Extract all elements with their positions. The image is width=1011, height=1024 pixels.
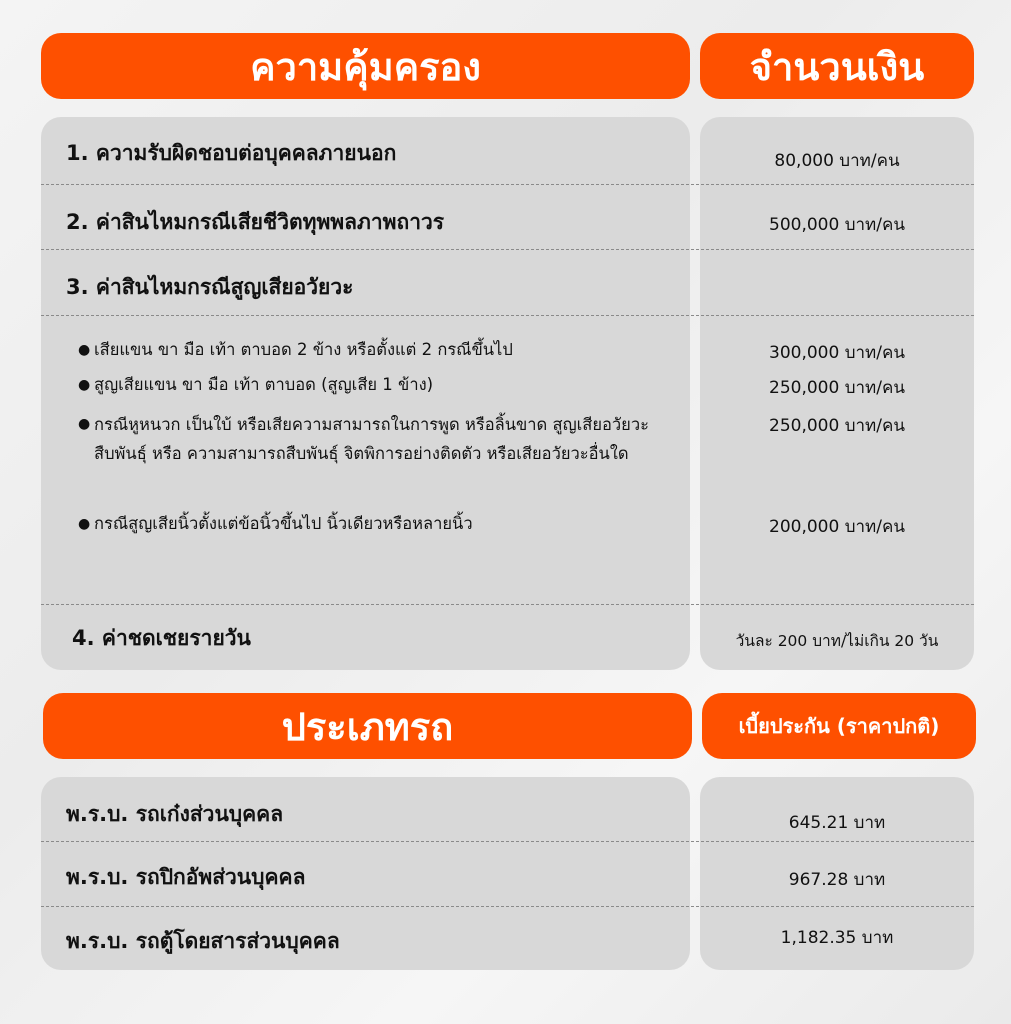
bullet-icon: ● [78,516,91,532]
price-header-text: เบี้ยประกัน (ราคาปกติ) [738,714,940,738]
bullet-icon: ● [78,342,91,358]
vehicle-item-3-price: 1,182.35 บาท [780,928,894,948]
sub-item-3-amount: 250,000 บาท/คน [769,416,905,436]
coverage-header [41,33,690,99]
sub-item-2-text: สูญเสียแขน ขา มือ เท้า ตาบอด (สูญเสีย 1 ข้าง) [94,375,434,394]
coverage-header-text: ความคุ้มครอง [250,44,481,89]
sub-item-4-amount: 200,000 บาท/คน [769,517,905,537]
bullet-icon: ● [78,377,91,393]
sub-item-1-text: เสียแขน ขา มือ เท้า ตาบอด 2 ข้าง หรือตั้งแต่ 2 กรณีขึ้นไป [94,340,513,359]
vehicle-item-3-label: พ.ร.บ. รถตู้โดยสารส่วนบุคคล [66,929,340,953]
vehicle-header-text: ประเภทรถ [281,704,454,749]
vehicle-item-1-label: พ.ร.บ. รถเก๋งส่วนบุคคล [66,802,284,826]
sub-item-1 [78,336,694,364]
divider [41,841,974,842]
divider [41,315,974,316]
divider [41,184,974,185]
coverage-item-2-label: 2. ค่าสินไหมกรณีเสียชีวิตทุพพลภาพถาวร [66,210,445,234]
sub-item-1-amount: 300,000 บาท/คน [769,343,905,363]
amount-header-text: จำนวนเงิน [749,44,925,89]
coverage-item-3-label: 3. ค่าสินไหมกรณีสูญเสียอวัยวะ [66,275,354,299]
sub-item-3 [78,410,684,468]
sub-item-3-text: กรณีหูหนวก เป็นใบ้ หรือเสียความสามารถในการพูด หรือลิ้นขาด สูญเสียอวัยวะสืบพันธุ์ หรือ ความสามารถสืบพันธุ์ จิตพิการอย่างติดตัว หรือเสียอวัยวะอื่นใด [94,415,649,463]
divider [41,906,974,907]
daily-amount: วันละ 200 บาท/ไม่เกิน 20 วัน [735,632,939,650]
amount-header [700,33,974,99]
divider [41,249,974,250]
price-header [702,693,976,759]
sub-item-2-amount: 250,000 บาท/คน [769,378,905,398]
coverage-item-2-amount: 500,000 บาท/คน [769,215,905,235]
vehicle-item-1-price: 645.21 บาท [788,813,886,833]
coverage-item-1-amount: 80,000 บาท/คน [774,151,900,171]
sub-item-2 [78,371,694,399]
sub-item-4 [78,510,694,538]
vehicle-item-2-label: พ.ร.บ. รถปิกอัพส่วนบุคคล [66,865,306,889]
sub-item-4-text: กรณีสูญเสียนิ้วตั้งแต่ข้อนิ้วขึ้นไป นิ้วเดียวหรือหลายนิ้ว [94,514,473,533]
bullet-icon: ● [78,416,91,432]
divider [41,604,974,605]
coverage-item-1-label: 1. ความรับผิดชอบต่อบุคคลภายนอก [66,141,397,165]
daily-label: 4. ค่าชดเชยรายวัน [72,626,251,650]
vehicle-header [43,693,692,759]
vehicle-item-2-price: 967.28 บาท [788,870,886,890]
